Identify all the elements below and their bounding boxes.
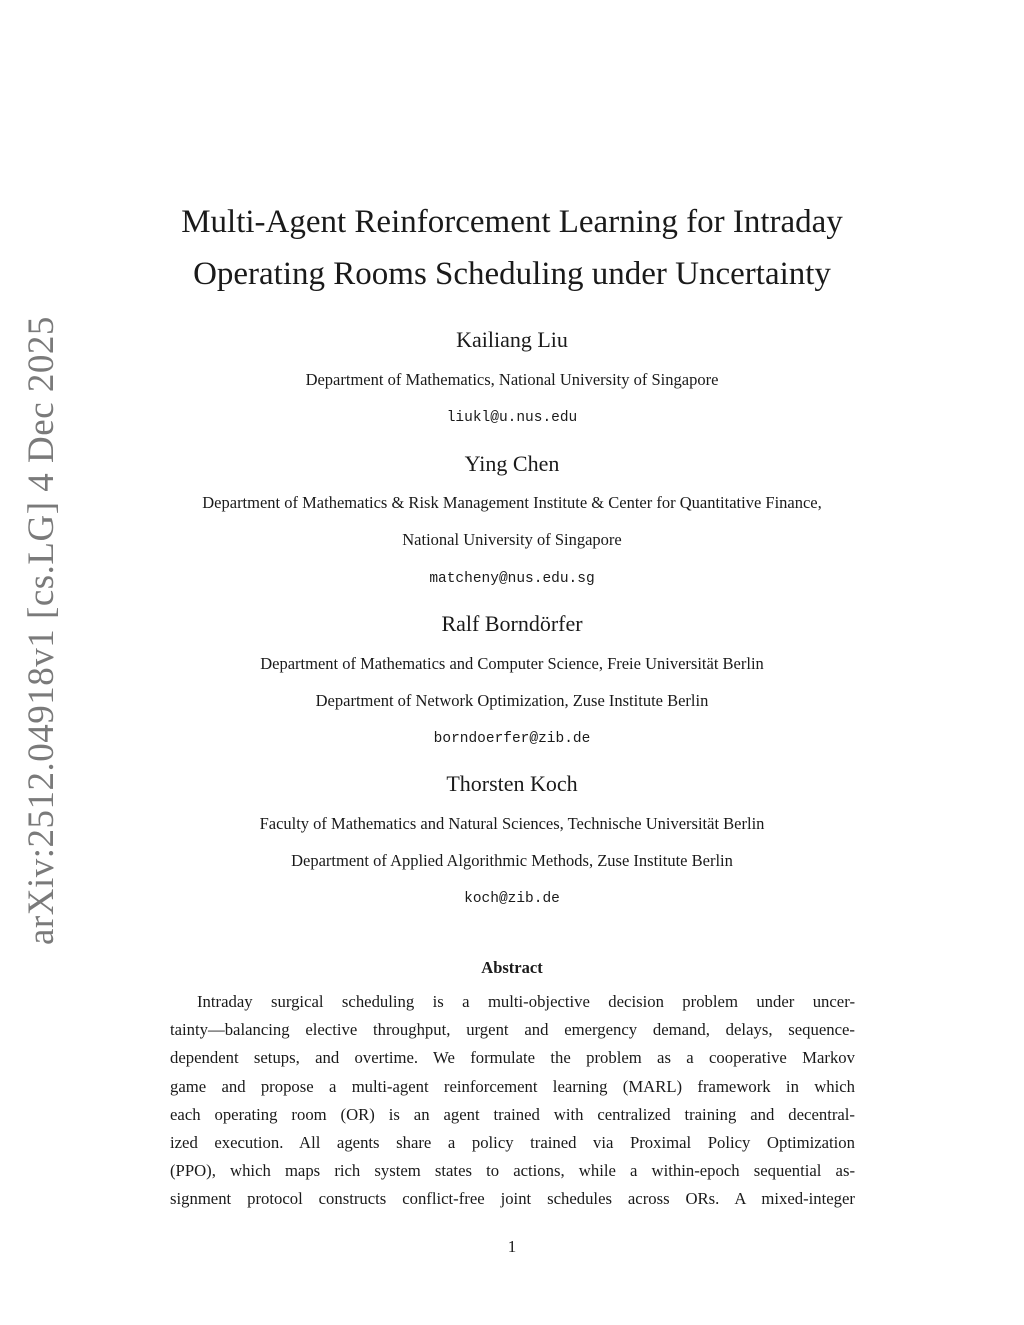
author-email: matcheny@nus.edu.sg <box>429 571 595 587</box>
author-affiliation: Faculty of Mathematics and Natural Sciences, Technische Universität Berlin <box>259 814 765 833</box>
arxiv-identifier-stamp: arXiv:2512.04918v1 [cs.LG] 4 Dec 2025 <box>21 316 62 945</box>
author-email: koch@zib.de <box>464 891 560 907</box>
abstract-line: dependent setups, and overtime. We formulate the problem as a cooperative Markov <box>170 1048 855 1068</box>
author-email: borndoerfer@zib.de <box>433 731 591 747</box>
author-affiliation: Department of Mathematics, National University of Singapore <box>305 370 719 389</box>
abstract-line: Intraday surgical scheduling is a multi-objective decision problem under uncer- <box>197 992 855 1011</box>
abstract-line: ized execution. All agents share a policy trained via Proximal Policy Optimization <box>170 1133 855 1153</box>
abstract-line: each operating room (OR) is an agent trained with centralized training and decentral- <box>170 1104 855 1124</box>
abstract-line: signment protocol constructs conflict-free joint schedules across ORs. A mixed-integer <box>170 1189 855 1209</box>
author-affiliation: Department of Mathematics & Risk Management Institute & Center for Quantitative Finance, <box>202 493 822 512</box>
author-affiliation: Department of Network Optimization, Zuse Institute Berlin <box>315 691 709 710</box>
author-email: liukl@u.nus.edu <box>446 410 578 426</box>
abstract-line: (PPO), which maps rich system states to actions, while a within-epoch sequential as- <box>170 1161 855 1181</box>
abstract-heading: Abstract <box>481 958 543 977</box>
author-affiliation: Department of Applied Algorithmic Methods, Zuse Institute Berlin <box>291 851 733 870</box>
author-affiliation: Department of Mathematics and Computer Science, Freie Universität Berlin <box>260 654 764 673</box>
author-name: Thorsten Koch <box>446 771 578 796</box>
title-line-1: Multi-Agent Reinforcement Learning for Intraday <box>181 204 843 240</box>
abstract-line: game and propose a multi-agent reinforcement learning (MARL) framework in which <box>170 1076 855 1096</box>
abstract-line: tainty—balancing elective throughput, urgent and emergency demand, delays, sequence- <box>170 1020 855 1040</box>
abstract-text <box>170 988 855 1214</box>
author-name: Ying Chen <box>464 451 560 476</box>
paper-title <box>0 196 1024 300</box>
author-affiliation: National University of Singapore <box>402 530 622 549</box>
page-number: 1 <box>507 1237 517 1256</box>
author-name: Ralf Borndörfer <box>441 611 583 636</box>
title-line-2: Operating Rooms Scheduling under Uncertainty <box>193 256 831 292</box>
author-name: Kailiang Liu <box>456 327 568 352</box>
